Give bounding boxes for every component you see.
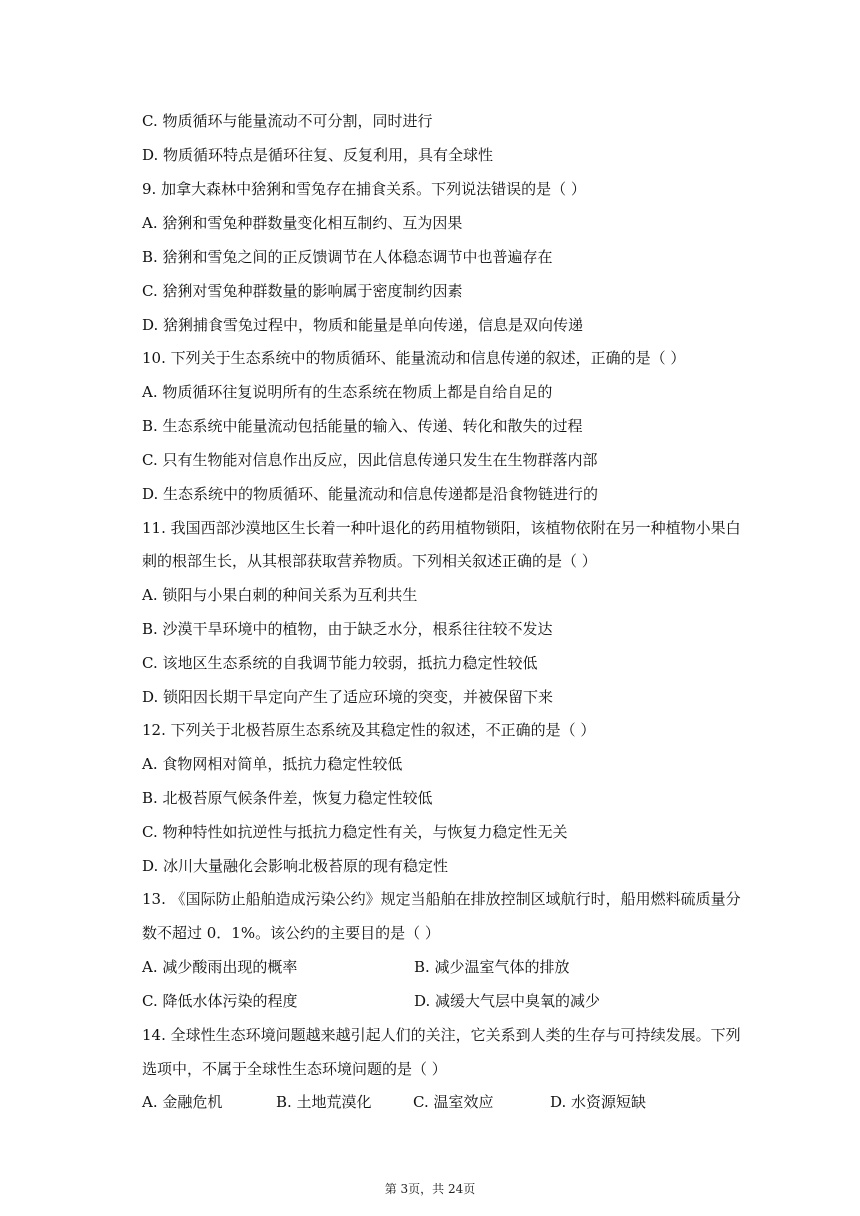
question-11-stem: 11. 我国西部沙漠地区生长着一种叶退化的药用植物锁阳，该植物依附在另一种植物小果白: [142, 519, 741, 537]
option-line: C. 该地区生态系统的自我调节能力较弱，抵抗力稳定性较低: [142, 654, 538, 672]
question-12-stem: 12. 下列关于北极苔原生态系统及其稳定性的叙述，不正确的是（ ）: [142, 721, 596, 739]
question-14-stem-cont: 选项中，不属于全球性生态环境问题的是（ ）: [142, 1060, 447, 1078]
option-line: C. 只有生物能对信息作出反应，因此信息传递只发生在生物群落内部: [142, 451, 598, 469]
option-line: B. 猞猁和雪兔之间的正反馈调节在人体稳态调节中也普遍存在: [142, 248, 553, 266]
option-line: D. 猞猁捕食雪兔过程中，物质和能量是单向传递，信息是双向传递: [142, 316, 584, 334]
question-10-stem: 10. 下列关于生态系统中的物质循环、能量流动和信息传递的叙述，正确的是（ ）: [142, 349, 686, 367]
question-14-stem: 14. 全球性生态环境问题越来越引起人们的关注，它关系到人类的生存与可持续发展。下列: [142, 1026, 741, 1044]
option-line: C. 物种特性如抗逆性与抵抗力稳定性有关，与恢复力稳定性无关: [142, 823, 568, 841]
option-line: C. 猞猁对雪兔种群数量的影响属于密度制约因素: [142, 282, 463, 300]
option-line: C. 物质循环与能量流动不可分割，同时进行: [142, 112, 433, 130]
question-13-stem: 13. 《国际防止船舶造成污染公约》规定当船舶在排放控制区域航行时，船用燃料硫质量分: [142, 890, 741, 908]
option-a: A. 减少酸雨出现的概率: [142, 958, 298, 976]
option-line: B. 沙漠干旱环境中的植物，由于缺乏水分，根系往往较不发达: [142, 620, 553, 638]
question-11-stem-cont: 刺的根部生长，从其根部获取营养物质。下列相关叙述正确的是（ ）: [142, 552, 597, 570]
option-line: B. 北极苔原气候条件差，恢复力稳定性较低: [142, 789, 433, 807]
option-line: D. 生态系统中的物质循环、能量流动和信息传递都是沿食物链进行的: [142, 485, 599, 503]
option-line: A. 物质循环往复说明所有的生态系统在物质上都是自给自足的: [142, 383, 553, 401]
option-line: A. 食物网相对简单，抵抗力稳定性较低: [142, 755, 403, 773]
option-line: D. 冰川大量融化会影响北极苔原的现有稳定性: [142, 857, 449, 875]
option-c: C. 温室效应: [413, 1093, 494, 1111]
option-d: D. 减缓大气层中臭氧的减少: [414, 992, 601, 1010]
option-b: B. 减少温室气体的排放: [414, 958, 570, 976]
option-line: D. 物质循环特点是循环往复、反复利用，具有全球性: [142, 146, 494, 164]
option-d: D. 水资源短缺: [550, 1093, 647, 1111]
question-13-stem-cont: 数不超过 0．1%。该公约的主要目的是（ ）: [142, 924, 440, 942]
page-footer: 第 3页，共 24页: [384, 1182, 476, 1196]
question-9-stem: 9. 加拿大森林中猞猁和雪兔存在捕食关系。下列说法错误的是（ ）: [142, 180, 586, 198]
option-line: B. 生态系统中能量流动包括能量的输入、传递、转化和散失的过程: [142, 417, 583, 435]
option-a: A. 金融危机: [142, 1093, 223, 1111]
option-c: C. 降低水体污染的程度: [142, 992, 298, 1010]
option-b: B. 土地荒漠化: [276, 1093, 372, 1111]
option-line: A. 猞猁和雪兔种群数量变化相互制约、互为因果: [142, 214, 463, 232]
option-line: D. 锁阳因长期干旱定向产生了适应环境的突变，并被保留下来: [142, 688, 554, 706]
option-line: A. 锁阳与小果白刺的种间关系为互利共生: [142, 586, 418, 604]
